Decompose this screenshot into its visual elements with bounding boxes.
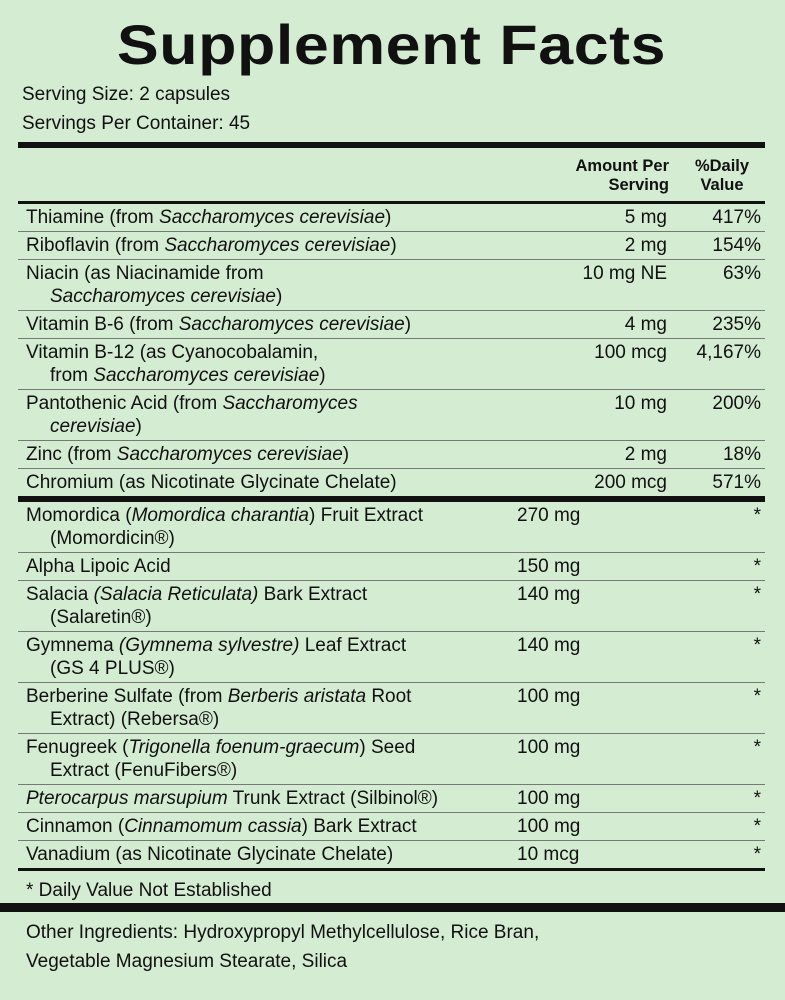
nutrient-row — [18, 502, 765, 553]
daily-value-header: %Daily Value — [694, 157, 750, 194]
nutrient-daily-value: * — [753, 584, 761, 605]
vitamins-section — [18, 204, 765, 496]
nutrient-daily-value: 417% — [712, 207, 761, 228]
nutrient-row — [18, 204, 765, 232]
nutrient-name: Riboflavin (from Saccharomyces cerevisiae) — [26, 235, 397, 256]
nutrient-row — [18, 683, 765, 734]
nutrient-name: Cinnamon (Cinnamomum cassia) Bark Extract — [26, 816, 417, 837]
nutrient-row — [18, 632, 765, 683]
column-header — [18, 148, 765, 201]
nutrient-daily-value: 571% — [712, 472, 761, 493]
nutrient-amount: 10 mg — [614, 393, 667, 414]
nutrient-name: Salacia (Salacia Reticulata) Bark Extract (Salaretin®) — [26, 584, 368, 628]
nutrient-daily-value: 63% — [722, 263, 761, 284]
nutrient-daily-value: * — [753, 737, 761, 758]
nutrient-amount: 10 mg NE — [582, 263, 667, 284]
nutrient-daily-value: * — [753, 686, 761, 707]
nutrient-amount: 100 mg — [517, 686, 581, 707]
panel-title: Supplement Facts — [116, 13, 667, 76]
nutrient-amount: 5 mg — [624, 207, 667, 228]
nutrient-amount: 10 mcg — [517, 844, 580, 865]
nutrient-row — [18, 441, 765, 469]
nutrient-amount: 150 mg — [517, 556, 581, 577]
nutrient-row — [18, 232, 765, 260]
nutrient-amount: 2 mg — [624, 444, 667, 465]
nutrient-row — [18, 553, 765, 581]
nutrient-amount: 4 mg — [624, 314, 667, 335]
nutrient-name: Pterocarpus marsupium Trunk Extract (Silbinol®) — [26, 788, 439, 809]
nutrient-daily-value: 235% — [712, 314, 761, 335]
nutrient-amount: 100 mg — [517, 816, 581, 837]
nutrient-name: Gymnema (Gymnema sylvestre) Leaf Extract (GS 4 PLUS®) — [26, 635, 407, 679]
nutrient-row — [18, 785, 765, 813]
nutrient-daily-value: 154% — [712, 235, 761, 256]
nutrient-daily-value: 4,167% — [696, 342, 761, 363]
nutrient-name: Chromium (as Nicotinate Glycinate Chelate) — [26, 472, 397, 493]
nutrient-name: Vanadium (as Nicotinate Glycinate Chelate) — [26, 844, 394, 865]
nutrient-name: Berberine Sulfate (from Berberis aristata Root Extract) (Rebersa®) — [26, 686, 412, 730]
nutrient-daily-value: 200% — [712, 393, 761, 414]
nutrient-amount: 140 mg — [517, 584, 581, 605]
bottom-divider — [0, 903, 785, 912]
nutrient-amount: 200 mcg — [594, 472, 667, 493]
footnote: * Daily Value Not Established — [26, 880, 272, 901]
nutrient-name: Fenugreek (Trigonella foenum-graecum) Seed Extract (FenuFibers®) — [26, 737, 416, 781]
nutrient-amount: 2 mg — [624, 235, 667, 256]
nutrient-daily-value: * — [753, 556, 761, 577]
nutrient-name: Thiamine (from Saccharomyces cerevisiae) — [26, 207, 392, 228]
nutrient-name: Niacin (as Niacinamide from Saccharomyces cerevisiae) — [26, 263, 283, 307]
nutrient-amount: 270 mg — [517, 505, 581, 526]
nutrient-name: Pantothenic Acid (from Saccharomyces cerevisiae) — [26, 393, 358, 437]
nutrient-name: Vitamin B-12 (as Cyanocobalamin, from Saccharomyces cerevisiae) — [26, 342, 326, 386]
supplement-facts-panel — [18, 0, 765, 911]
nutrient-name: Vitamin B-6 (from Saccharomyces cerevisiae) — [26, 314, 412, 335]
nutrient-amount: 100 mg — [517, 788, 581, 809]
nutrient-daily-value: * — [753, 635, 761, 656]
nutrient-row — [18, 841, 765, 868]
nutrient-daily-value: * — [753, 788, 761, 809]
serving-size: Serving Size: 2 capsules — [22, 84, 231, 105]
nutrient-amount: 100 mcg — [594, 342, 667, 363]
nutrient-daily-value: * — [753, 505, 761, 526]
nutrient-row — [18, 734, 765, 785]
nutrient-row — [18, 260, 765, 311]
nutrient-row — [18, 390, 765, 441]
nutrient-name: Alpha Lipoic Acid — [26, 556, 171, 577]
nutrient-amount: 140 mg — [517, 635, 581, 656]
nutrient-name: Zinc (from Saccharomyces cerevisiae) — [26, 444, 350, 465]
amount-header: Amount Per Serving — [575, 157, 669, 194]
nutrient-row — [18, 339, 765, 390]
nutrient-row — [18, 813, 765, 841]
nutrient-row — [18, 581, 765, 632]
nutrient-name: Momordica (Momordica charantia) Fruit Extract (Momordicin®) — [26, 505, 424, 549]
nutrient-daily-value: 18% — [722, 444, 761, 465]
extracts-section — [18, 502, 765, 868]
nutrient-daily-value: * — [753, 844, 761, 865]
servings-per-container: Servings Per Container: 45 — [22, 113, 251, 134]
nutrient-amount: 100 mg — [517, 737, 581, 758]
nutrient-row — [18, 311, 765, 339]
nutrient-row — [18, 469, 765, 496]
nutrient-daily-value: * — [753, 816, 761, 837]
other-ingredients: Other Ingredients: Hydroxypropyl Methylcellulose, Rice Bran, Vegetable Magnesium Stearate, Silica — [26, 922, 540, 972]
